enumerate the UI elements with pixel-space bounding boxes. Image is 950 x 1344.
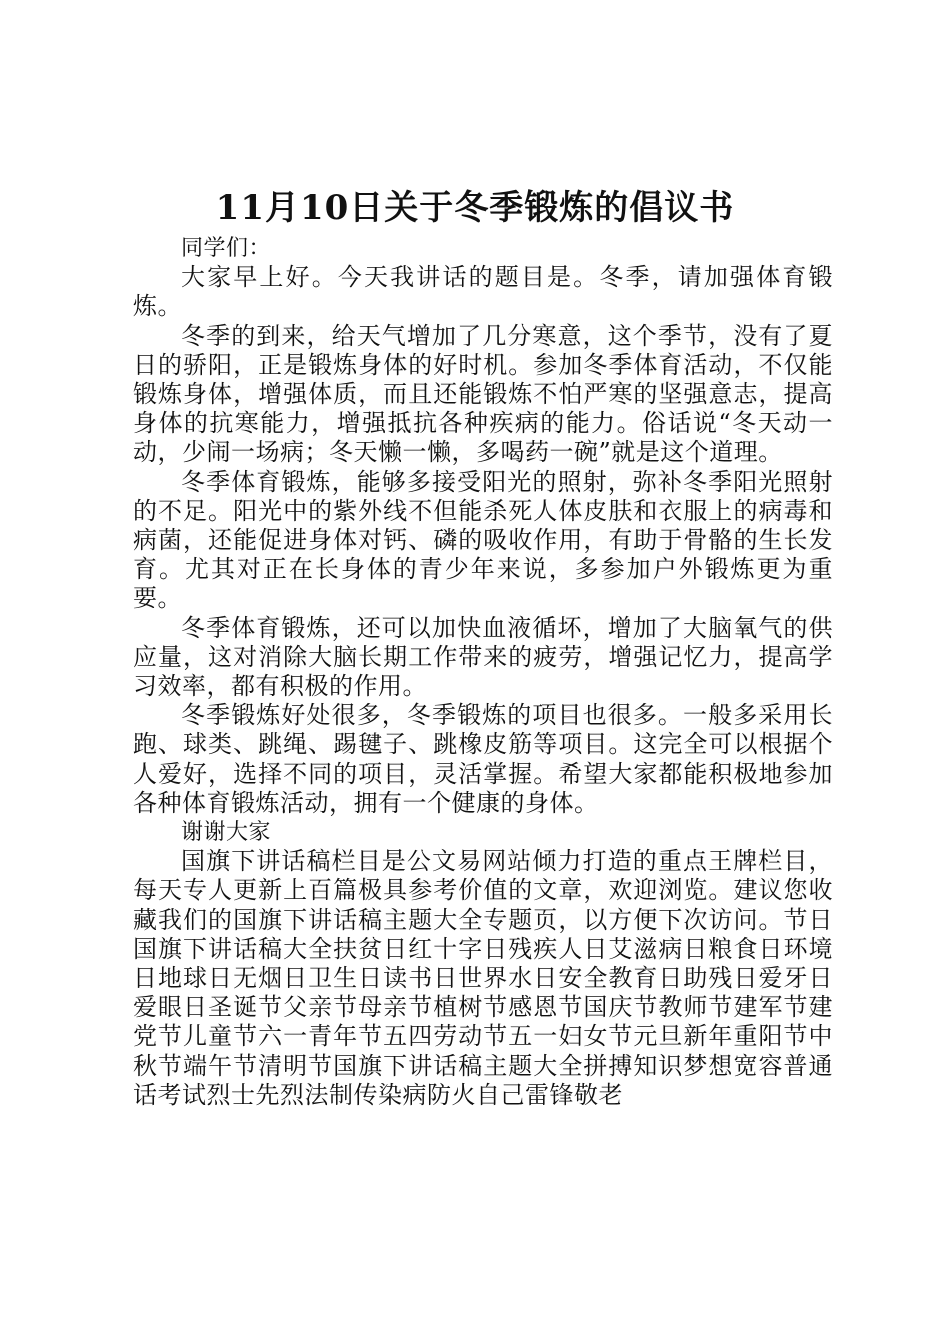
paragraph-winter-intro: 冬季的到来，给天气增加了几分寒意，这个季节，没有了夏日的骄阳，正是锻炼身体的好时机。参加冬季体育活动，不仅能锻炼身体，增强体质，而且还能锻炼不怕严寒的坚强意志，提高身体的抗寒能力，增强抵抗各种疾病的能力。俗话说“冬天动一动，少闹一场病；冬天懒一懒，多喝药一碗”就是这个道理。 <box>133 321 833 467</box>
appendix-text: 国旗下讲话稿栏目是公文易网站倾力打造的重点王牌栏目，每天专人更新上百篇极具参考价值的文章，欢迎浏览。建议您收藏我们的国旗下讲话稿主题大全专题页，以方便下次访问。节日国旗下讲话稿大全扶贫日红十字日残疾人日艾滋病日粮食日环境日地球日无烟日卫生日读书日世界水日安全教育日助残日爱牙日爱眼日圣诞节父亲节母亲节植树节感恩节国庆节教师节建军节建党节儿童节六一青年节五四劳动节五一妇女节元旦新年重阳节中秋节端午节清明节国旗下讲话稿主题大全拼搏知识梦想宽容普通话考试烈士先烈法制传染病防火自己雷锋敬老 <box>133 847 833 1109</box>
document-body <box>133 234 833 1110</box>
closing: 谢谢大家 <box>181 820 272 846</box>
document-title: 11月10日关于冬季锻炼的倡议书 <box>215 188 735 228</box>
paragraph-circulation: 冬季体育锻炼，还可以加快血液循坏，增加了大脑氧气的供应量，这对消除大脑长期工作带来的疲劳，增强记忆力，提高学习效率，都有积极的作用。 <box>133 613 833 701</box>
paragraph-sunlight: 冬季体育锻炼，能够多接受阳光的照射，弥补冬季阳光照射的不足。阳光中的紫外线不但能杀死人体皮肤和衣服上的病毒和病菌，还能促进身体对钙、磷的吸收作用，有助于骨骼的生长发育。尤其对正在长身体的青少年来说，多参加户外锻炼更为重要。 <box>133 467 833 613</box>
paragraph-opening: 大家早上好。今天我讲话的题目是。冬季，请加强体育锻炼。 <box>133 263 833 321</box>
paragraph-activities: 冬季锻炼好处很多，冬季锻炼的项目也很多。一般多采用长跑、球类、跳绳、踢毽子、跳橡皮筋等项目。这完全可以根据个人爱好，选择不同的项目，灵活掌握。希望大家都能积极地参加各种体育锻炼活动，拥有一个健康的身体。 <box>133 701 833 817</box>
greeting: 同学们： <box>181 236 272 261</box>
